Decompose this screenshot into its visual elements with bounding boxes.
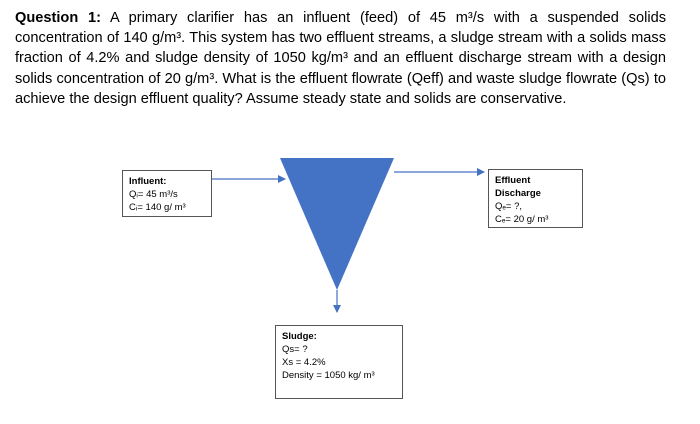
sludge-flow: Qs= ? (282, 344, 308, 355)
sludge-solids-fraction: Xs = 4.2% (282, 357, 326, 368)
influent-box (122, 170, 212, 217)
sludge-title: Sludge: (282, 331, 317, 342)
influent-concentration: Cᵢ= 140 g/ m³ (129, 202, 186, 213)
sludge-density: Density = 1050 kg/ m³ (282, 370, 375, 381)
effluent-box (488, 169, 583, 228)
influent-flow: Qᵢ= 45 m³/s (129, 189, 178, 200)
effluent-concentration: Cₑ= 20 g/ m³ (495, 214, 549, 225)
sludge-box (275, 325, 403, 399)
effluent-flow: Qₑ= ?, (495, 201, 523, 212)
question-body: A primary clarifier has an influent (feed) of 45 m³/s with a suspended solids concentration of 140 g/m³. This system has two effluent streams, a sludge stream with a solids mass fraction of 4.2% and sludge density of 1050 kg/m³ and an effluent discharge stream with a design solids concentration of 20 g/m³. What is the effluent flowrate (Qeff) and waste sludge flowrate (Qs) to achieve the design effluent quality? Assume steady state and solids are conservative. (15, 10, 666, 107)
question-label: Question 1: (15, 10, 101, 26)
influent-title: Influent: (129, 176, 167, 187)
clarifier-triangle (280, 158, 394, 290)
effluent-title: Effluent Discharge (495, 175, 541, 199)
